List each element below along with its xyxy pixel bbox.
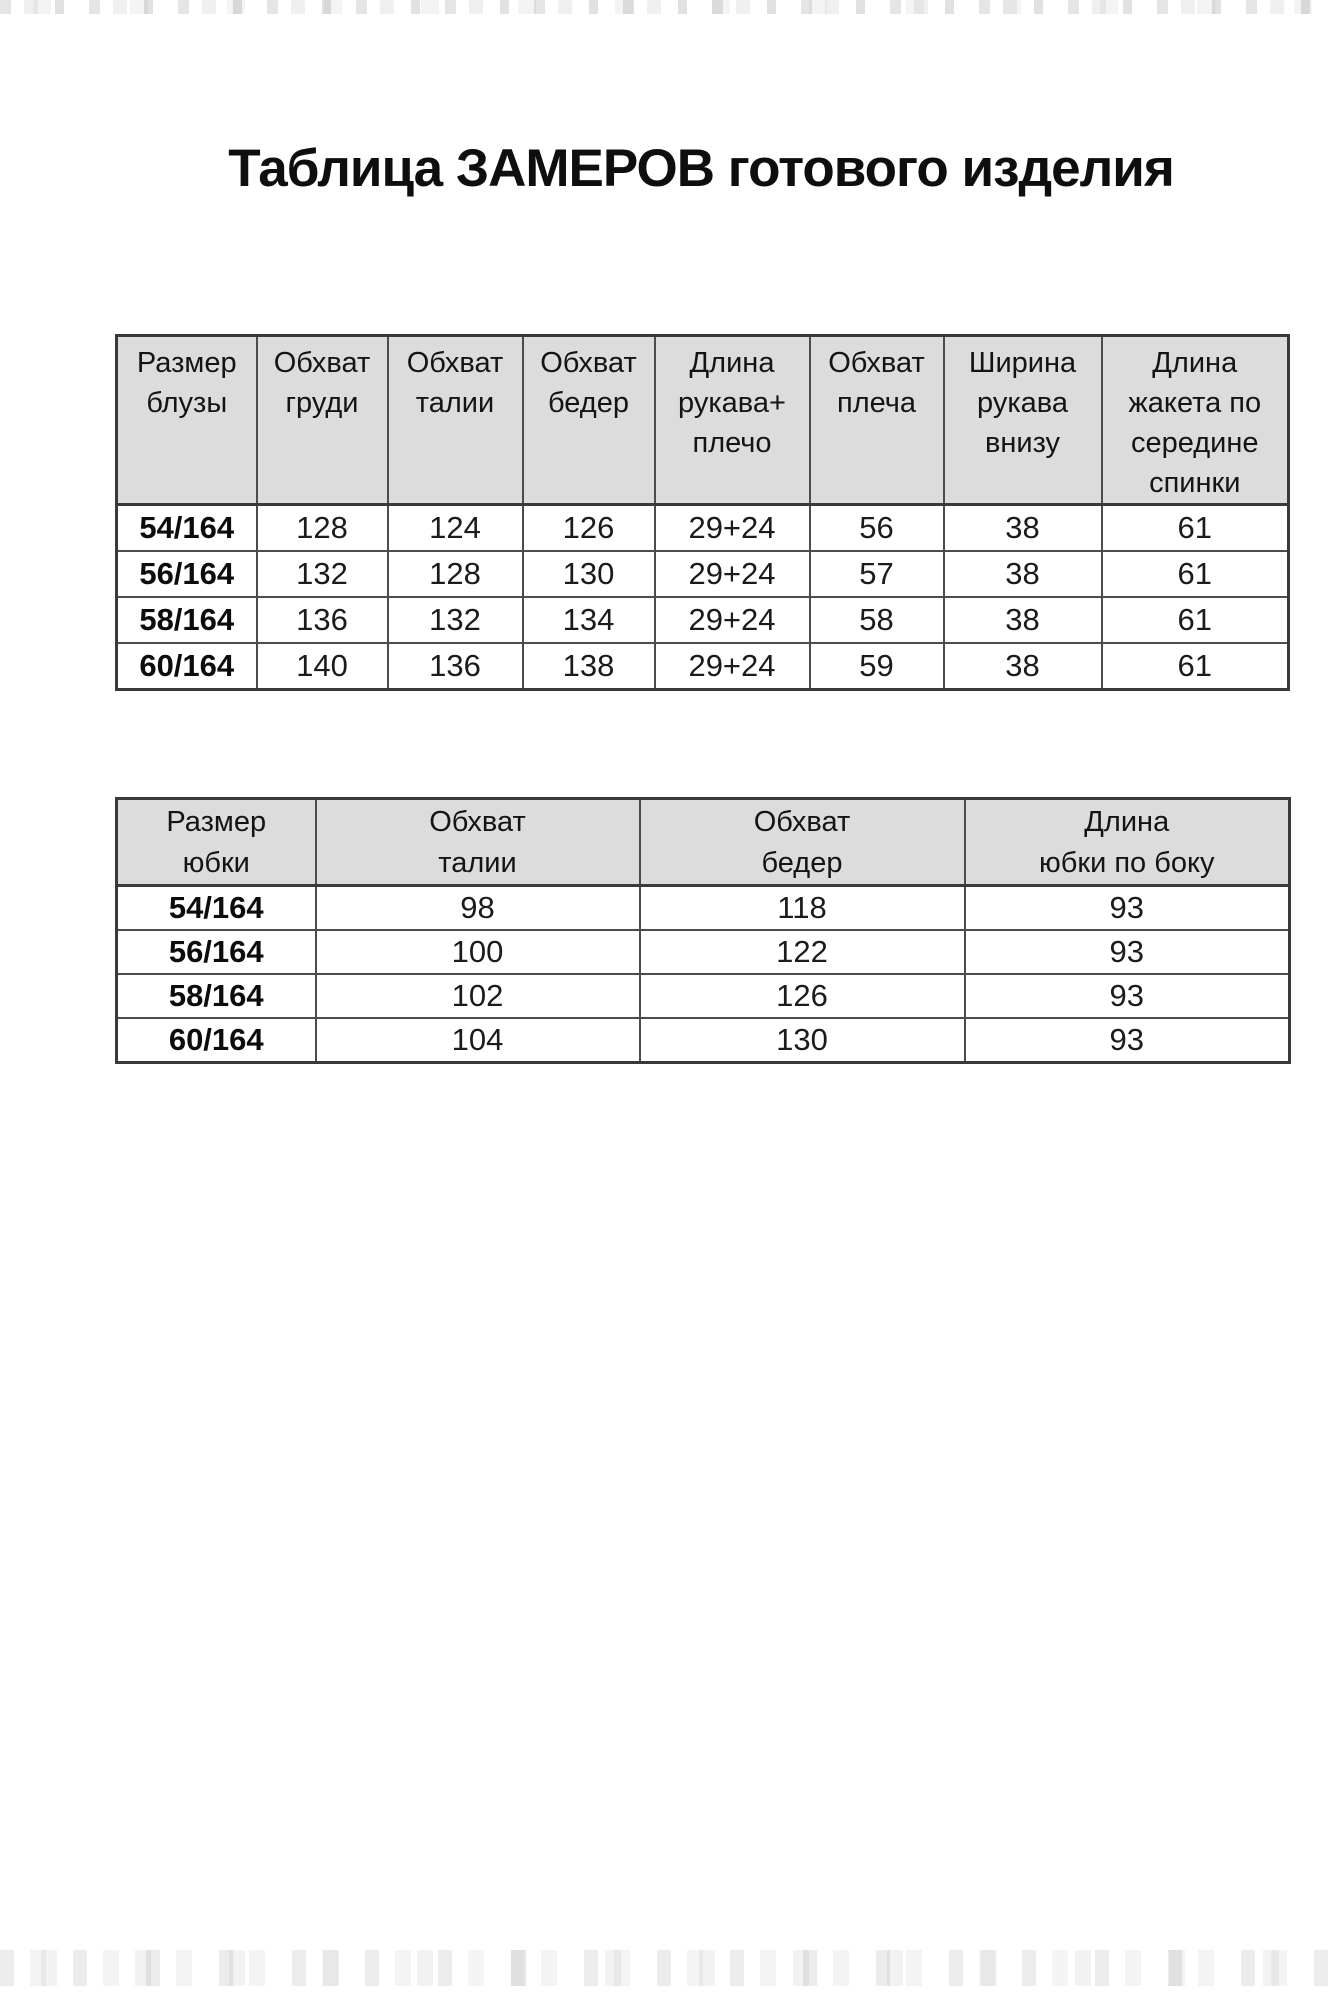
value-cell: 122 — [640, 930, 965, 974]
size-cell: 56/164 — [117, 551, 257, 597]
value-cell: 93 — [965, 930, 1290, 974]
table-row — [117, 974, 1290, 1018]
size-cell: 54/164 — [117, 505, 257, 552]
value-cell: 29+24 — [655, 551, 810, 597]
size-cell: 56/164 — [117, 930, 316, 974]
skirt-table-body — [117, 886, 1290, 1063]
column-header — [810, 336, 944, 505]
table-row — [117, 930, 1290, 974]
column-header — [117, 799, 316, 886]
column-header-line: блузы — [146, 387, 228, 419]
column-header-line: Обхват — [429, 806, 526, 838]
column-header-line: внизу — [984, 427, 1061, 459]
column-header-line: Обхват — [753, 806, 851, 838]
column-header-line: Обхват — [273, 347, 371, 379]
value-cell: 61 — [1102, 597, 1289, 643]
value-cell: 38 — [944, 597, 1102, 643]
value-cell: 104 — [316, 1018, 640, 1063]
column-header-line: талии — [438, 847, 517, 879]
blouse-table-header-row — [117, 336, 1289, 505]
column-header — [117, 336, 257, 505]
value-cell: 126 — [640, 974, 965, 1018]
column-header-line: Размер — [166, 806, 267, 838]
value-cell: 61 — [1102, 551, 1289, 597]
column-header-line: плечо — [692, 427, 772, 459]
column-header-line: Обхват — [406, 347, 504, 379]
value-cell: 98 — [316, 886, 640, 931]
column-header-line: Длина — [689, 347, 775, 379]
value-cell: 100 — [316, 930, 640, 974]
table-row — [117, 505, 1289, 552]
size-cell: 58/164 — [117, 597, 257, 643]
column-header — [388, 336, 523, 505]
value-cell: 102 — [316, 974, 640, 1018]
column-header-line: юбки по боку — [1039, 847, 1215, 879]
column-header — [1102, 336, 1289, 505]
value-cell: 56 — [810, 505, 944, 552]
skirt-measurements-table — [115, 797, 1291, 1064]
value-cell: 29+24 — [655, 505, 810, 552]
value-cell: 136 — [257, 597, 388, 643]
value-cell: 38 — [944, 551, 1102, 597]
column-header — [944, 336, 1102, 505]
value-cell: 132 — [388, 597, 523, 643]
value-cell: 118 — [640, 886, 965, 931]
value-cell: 132 — [257, 551, 388, 597]
blouse-measurements-table — [115, 334, 1290, 691]
column-header-line: середине — [1130, 427, 1259, 459]
value-cell: 58 — [810, 597, 944, 643]
column-header-line: бедер — [761, 847, 843, 879]
column-header-line: бедер — [548, 387, 629, 419]
value-cell: 134 — [523, 597, 655, 643]
column-header — [640, 799, 965, 886]
value-cell: 38 — [944, 505, 1102, 552]
column-header-line: рукава+ — [678, 387, 786, 419]
value-cell: 29+24 — [655, 597, 810, 643]
column-header-line: рукава — [977, 387, 1068, 419]
column-header-line: плеча — [836, 387, 917, 419]
value-cell: 130 — [523, 551, 655, 597]
table-row — [117, 1018, 1290, 1063]
value-cell: 93 — [965, 886, 1290, 931]
value-cell: 138 — [523, 643, 655, 690]
value-cell: 61 — [1102, 643, 1289, 690]
value-cell: 128 — [388, 551, 523, 597]
column-header-line: спинки — [1149, 467, 1241, 499]
blouse-table-body — [117, 505, 1289, 690]
size-cell: 54/164 — [117, 886, 316, 931]
value-cell: 124 — [388, 505, 523, 552]
column-header — [523, 336, 655, 505]
value-cell: 29+24 — [655, 643, 810, 690]
value-cell: 140 — [257, 643, 388, 690]
size-cell: 60/164 — [117, 1018, 316, 1063]
table-row — [117, 551, 1289, 597]
column-header-line: груди — [285, 387, 359, 419]
skirt-table-header-row — [117, 799, 1290, 886]
column-header-line: Размер — [136, 347, 237, 379]
value-cell: 128 — [257, 505, 388, 552]
column-header-line: жакета по — [1128, 387, 1262, 419]
value-cell: 93 — [965, 1018, 1290, 1063]
column-header-line: Длина — [1152, 347, 1238, 379]
column-header — [316, 799, 640, 886]
value-cell: 38 — [944, 643, 1102, 690]
page-title: Таблица ЗАМЕРОВ готового изделия — [228, 139, 1174, 198]
column-header-line: Обхват — [540, 347, 637, 379]
column-header-line: талии — [415, 387, 495, 419]
value-cell: 57 — [810, 551, 944, 597]
size-cell: 60/164 — [117, 643, 257, 690]
value-cell: 59 — [810, 643, 944, 690]
column-header-line: Длина — [1084, 806, 1170, 838]
column-header — [655, 336, 810, 505]
column-header — [965, 799, 1290, 886]
value-cell: 126 — [523, 505, 655, 552]
table-row — [117, 597, 1289, 643]
value-cell: 136 — [388, 643, 523, 690]
column-header — [257, 336, 388, 505]
scan-noise-top — [0, 0, 1333, 14]
column-header-line: Ширина — [968, 347, 1077, 379]
column-header-line: Обхват — [828, 347, 925, 379]
size-cell: 58/164 — [117, 974, 316, 1018]
scan-noise-bottom — [0, 1950, 1333, 1986]
column-header-line: юбки — [182, 847, 250, 879]
value-cell: 130 — [640, 1018, 965, 1063]
value-cell: 61 — [1102, 505, 1289, 552]
table-row — [117, 643, 1289, 690]
value-cell: 93 — [965, 974, 1290, 1018]
table-row — [117, 886, 1290, 931]
